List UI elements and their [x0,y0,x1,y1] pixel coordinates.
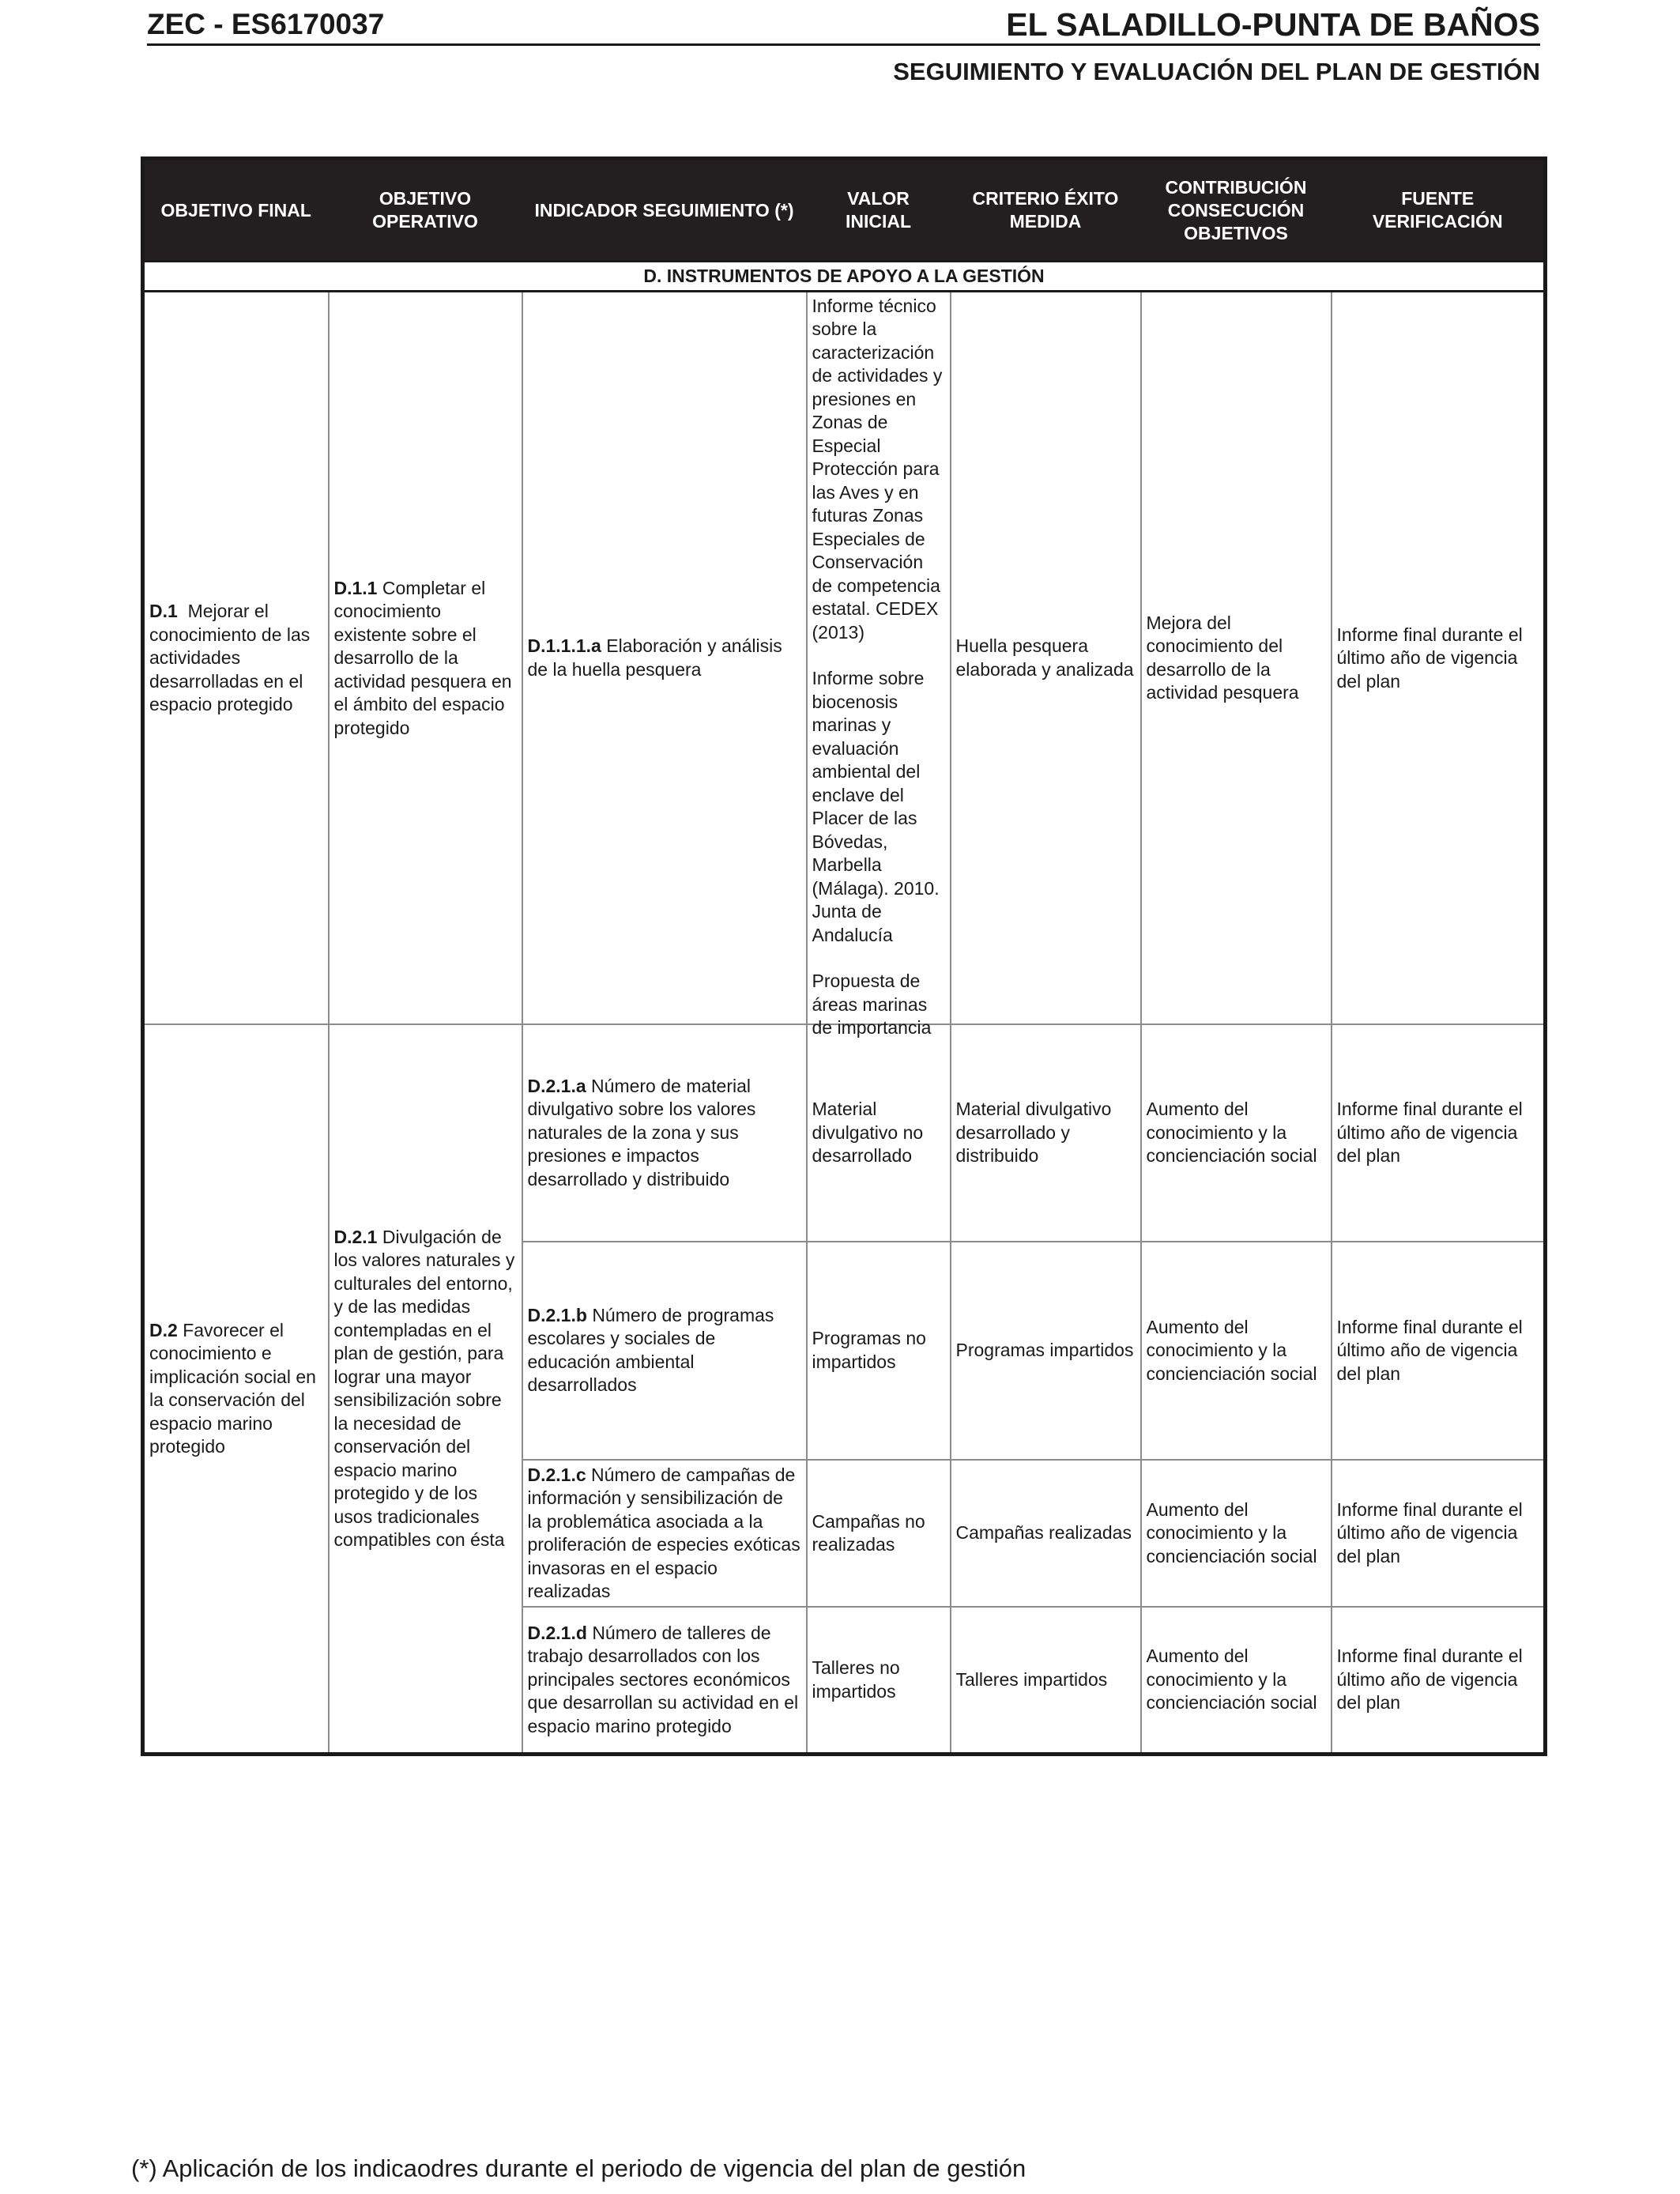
reference-paragraph: Informe sobre biocenosis marinas y evaluación ambiental del enclave del Placer de las Bóvedas, Marbella (Málaga). 2010. Junta de Andalucía [812,668,940,945]
indicator-code: D.2.1.d [527,1622,587,1643]
column-header: FUENTE VERIFICACIÓN [1332,159,1546,262]
column-header: VALOR INICIAL [807,159,951,262]
indicator-cell [522,1024,807,1241]
table-row [143,1024,1546,1241]
initial-value-cell: Campañas no realizadas [807,1460,951,1607]
contribution-cell: Aumento del conocimiento y la concienciación social [1141,1242,1332,1460]
verification-source-cell: Informe final durante el último año de vigencia del plan [1332,292,1546,1025]
indicator-cell [522,1607,807,1754]
initial-value-cell: Material divulgativo no desarrollado [807,1024,951,1241]
success-criterion-cell: Huella pesquera elaborada y analizada [951,292,1141,1025]
indicator-code: D.2.1.c [527,1464,586,1485]
contribution-cell: Mejora del conocimiento del desarrollo de la actividad pesquera [1141,292,1332,1025]
indicator-code: D.2.1.b [527,1304,587,1325]
indicator-text: Número de talleres de trabajo desarrollados con los principales sectores económicos que desarrollan su actividad en el espacio marino protegido [527,1622,799,1736]
footnote: (*) Aplicación de los indicaodres durante el periodo de vigencia del plan de gestión [131,2154,1026,2182]
indicator-text: Número de programas escolares y sociales de educación ambiental desarrollados [527,1304,774,1396]
objective-text: Completar el conocimiento existente sobre el desarrollo de la actividad pesquera en el ámbito del espacio protegido [333,577,512,738]
column-header: INDICADOR SEGUIMIENTO (*) [522,159,807,262]
site-name: EL SALADILLO-PUNTA DE BAÑOS [1006,6,1540,43]
operative-objective-cell [329,292,522,1025]
indicator-code: D.2.1.a [527,1075,586,1096]
objective-text: Favorecer el conocimiento e implicación social en la conservación del espacio marino protegido [149,1319,316,1457]
operative-objective-cell [329,1024,522,1754]
objective-code: D.2.1 [333,1226,378,1247]
verification-source-cell: Informe final durante el último año de vigencia del plan [1332,1607,1546,1754]
management-plan-table [141,156,1547,1756]
success-criterion-cell: Programas impartidos [951,1242,1141,1460]
indicator-code: D.1.1.1.a [527,635,601,657]
verification-source-cell: Informe final durante el último año de vigencia del plan [1332,1024,1546,1241]
initial-value-cell: Programas no impartidos [807,1242,951,1460]
reference-paragraph: Propuesta de áreas marinas de importancia [812,971,932,1039]
page-subtitle: SEGUIMIENTO Y EVALUACIÓN DEL PLAN DE GESTIÓN [893,58,1540,85]
indicator-cell [522,1460,807,1607]
initial-value-text [812,295,945,1039]
reference-paragraph: Informe técnico sobre la caracterización de actividades y presiones en Zonas de Especial Protección para las Aves y en futuras Zonas Especiales de Conservación de competencia estatal. CEDEX (2013) [812,295,943,643]
table-header-row [143,159,1546,262]
section-row [143,262,1546,292]
initial-value-cell: Talleres no impartidos [807,1607,951,1754]
initial-value-cell [807,292,951,1039]
success-criterion-cell: Material divulgativo desarrollado y distribuido [951,1024,1141,1241]
contribution-cell: Aumento del conocimiento y la concienciación social [1141,1460,1332,1607]
zec-code: ZEC - ES6170037 [147,8,385,40]
final-objective-cell [143,1024,329,1754]
contribution-cell: Aumento del conocimiento y la concienciación social [1141,1024,1332,1241]
section-title: D. INSTRUMENTOS DE APOYO A LA GESTIÓN [143,262,1546,292]
indicator-cell [522,1242,807,1460]
indicator-cell [522,292,807,1025]
final-objective-cell [143,292,329,1025]
verification-source-cell: Informe final durante el último año de vigencia del plan [1332,1242,1546,1460]
contribution-cell: Aumento del conocimiento y la concienciación social [1141,1607,1332,1754]
indicator-text: Elaboración y análisis de la huella pesquera [527,635,782,680]
column-header: OBJETIVO FINAL [143,159,329,262]
objective-code: D.1 [149,601,178,622]
column-header: CRITERIO ÉXITO MEDIDA [951,159,1141,262]
objective-code: D.1.1 [333,577,378,598]
column-header: CONTRIBUCIÓN CONSECUCIÓN OBJETIVOS [1141,159,1332,262]
objective-code: D.2 [149,1319,178,1340]
success-criterion-cell: Talleres impartidos [951,1607,1141,1754]
success-criterion-cell: Campañas realizadas [951,1460,1141,1607]
indicator-text: Número de material divulgativo sobre los valores naturales de la zona y sus presiones e impactos desarrollado y distribuido [527,1075,756,1189]
header-rule [147,43,1540,46]
objective-text: Mejorar el conocimiento de las actividades desarrolladas en el espacio protegido [149,601,311,715]
objective-text: Divulgación de los valores naturales y culturales del entorno, y de las medidas contempladas en el plan de gestión, para lograr una mayor sensibilización sobre la necesidad de conservación del espacio marino protegido y de los usos tradicionales compatibles con ésta [333,1226,515,1551]
indicator-text: Número de campañas de información y sensibilización de la problemática asociada a la proliferación de especies exóticas invasoras en el espacio realizadas [527,1464,800,1602]
table-row [143,292,1546,1025]
column-header: OBJETIVO OPERATIVO [329,159,522,262]
verification-source-cell: Informe final durante el último año de vigencia del plan [1332,1460,1546,1607]
